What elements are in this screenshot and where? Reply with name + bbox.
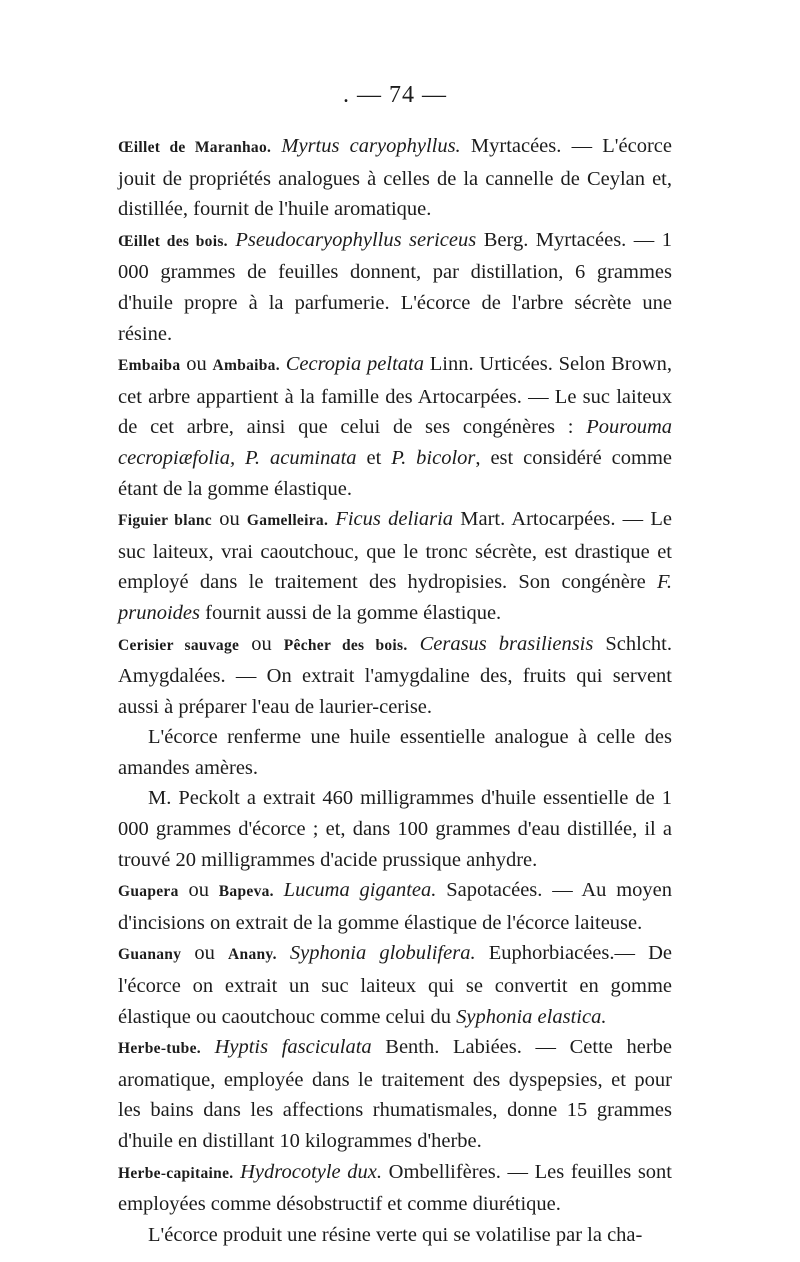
entry-connector: ou bbox=[180, 353, 213, 376]
entry-figuier bbox=[118, 504, 672, 628]
paragraph-last: L'écorce produit une résine verte qui se volatilise par la cha- bbox=[148, 1223, 643, 1246]
entry-connector: ou bbox=[178, 879, 219, 902]
entry-oeillet-maranhao bbox=[118, 131, 672, 225]
scientific-name: F. prunoides bbox=[118, 571, 672, 624]
entry-name: Figuier blanc bbox=[118, 512, 212, 530]
entry-guanany bbox=[118, 938, 672, 1032]
entry-connector: ou bbox=[211, 508, 247, 531]
paragraph-ecorce: L'écorce renferme une huile essentielle analogue à celle des amandes amères. bbox=[118, 726, 672, 779]
entry-embaiba bbox=[118, 349, 672, 504]
entry-text: , est considéré comme étant de la gomme élastique. bbox=[118, 446, 672, 500]
scientific-name: Syphonia elastica. bbox=[456, 1005, 607, 1028]
entry-name: Œillet des bois. bbox=[118, 232, 228, 250]
entry-name: Guapera bbox=[118, 883, 179, 901]
entry-name: Œillet de Maranhao. bbox=[118, 139, 272, 156]
entry-name-alt: Bapeva. bbox=[218, 883, 274, 901]
entry-connector: ou bbox=[181, 942, 229, 965]
entry-cerisier bbox=[118, 629, 672, 723]
entry-text: Myrtacées. — L'écorce jouit de propriétés analogues à celles de la cannelle de Ceylan et, distillée, fournit de l'huile aromatique. bbox=[118, 135, 672, 221]
page-number: . — 74 — bbox=[343, 82, 447, 108]
scientific-name: Lucuma gigantea. bbox=[283, 879, 437, 902]
entry-text: Ombellifères. — Les feuilles sont employées comme désobstructif et comme diurétique. bbox=[118, 1160, 672, 1216]
scientific-name: Syphonia globulifera. bbox=[289, 942, 476, 965]
entry-name: Cerisier sauvage bbox=[118, 636, 240, 654]
entry-text: Benth. Labiées. — Cette herbe aromatique, employée dans le traitement des dyspepsies, et pour les bains dans les affections rhumatismales, donne 15 grammes d'huile en distillant 10 kilogrammes d'herbe. bbox=[118, 1036, 673, 1152]
entry-herbe-tube bbox=[118, 1032, 672, 1156]
scientific-name: Pseudocaryophyllus sericeus bbox=[235, 228, 477, 251]
scientific-name: Cerasus brasiliensis bbox=[419, 632, 594, 655]
entry-name: Herbe-capitaine. bbox=[118, 1164, 234, 1182]
entry-oeillet-bois bbox=[118, 225, 672, 349]
entry-text: Schlcht. Amygdalées. — On extrait l'amygdaline des, fruits qui servent aussi à préparer l'eau de laurier-cerise. bbox=[118, 632, 672, 718]
scientific-name: Ficus deliaria bbox=[335, 508, 454, 531]
entry-name: Embaiba bbox=[118, 357, 181, 375]
entry-text: Mart. Artocarpées. — Le suc laiteux, vrai caoutchouc, que le tronc sécrète, est drastique et employé dans le traitement des hydropisies. Son congénère bbox=[118, 508, 673, 594]
entry-name-alt: Anany. bbox=[228, 946, 277, 964]
entry-name-alt: Gamelleira. bbox=[246, 512, 329, 530]
entry-connector: ou bbox=[239, 632, 284, 655]
entry-name-alt: Pêcher des bois. bbox=[283, 636, 408, 654]
entry-text: Berg. Myrtacées. — 1 000 grammes de feuilles donnent, par distillation, 6 grammes d'huile propre à la parfumerie. L'écorce de l'arbre sécrète une résine. bbox=[118, 228, 673, 345]
entry-guapera bbox=[118, 875, 672, 938]
entry-text: Euphorbiacées.— De l'écorce on extrait un suc laiteux qui se convertit en gomme élastique ou caoutchouc comme celui du bbox=[118, 942, 673, 1028]
entry-herbe-capitaine bbox=[118, 1157, 672, 1220]
scientific-name: Hyptis fasciculata bbox=[214, 1036, 372, 1059]
scientific-name: Pourouma cecropiæfolia, P. acuminata bbox=[118, 416, 672, 469]
entry-text: Linn. Urticées. Selon Brown, cet arbre appartient à la famille des Artocarpées. — Le suc laiteux de cet arbre, ainsi que celui de ses congénères : bbox=[118, 353, 673, 439]
entry-name-alt: Ambaiba. bbox=[212, 357, 280, 375]
entry-name: Herbe-tube. bbox=[118, 1040, 201, 1058]
scientific-name: Hydrocotyle dux. bbox=[240, 1160, 383, 1183]
scientific-name: Myrtus caryophyllus. bbox=[281, 135, 461, 157]
entry-text: Sapotacées. — Au moyen d'incisions on extrait de la gomme élastique de l'écorce laiteuse. bbox=[118, 879, 673, 934]
paragraph-peckolt: M. Peckolt a extrait 460 milligrammes d'huile essentielle de 1 000 grammes d'écorce ; et, dans 100 grammes d'eau distillée, il a trouvé 20 milligrammes d'acide prussique anhydre. bbox=[118, 787, 672, 871]
entry-name: Guanany bbox=[118, 946, 182, 964]
scientific-name: P. bicolor bbox=[391, 446, 476, 469]
scientific-name: Cecropia peltata bbox=[285, 353, 424, 376]
entry-text: et bbox=[356, 446, 392, 469]
entry-text: fournit aussi de la gomme élastique. bbox=[200, 601, 502, 624]
